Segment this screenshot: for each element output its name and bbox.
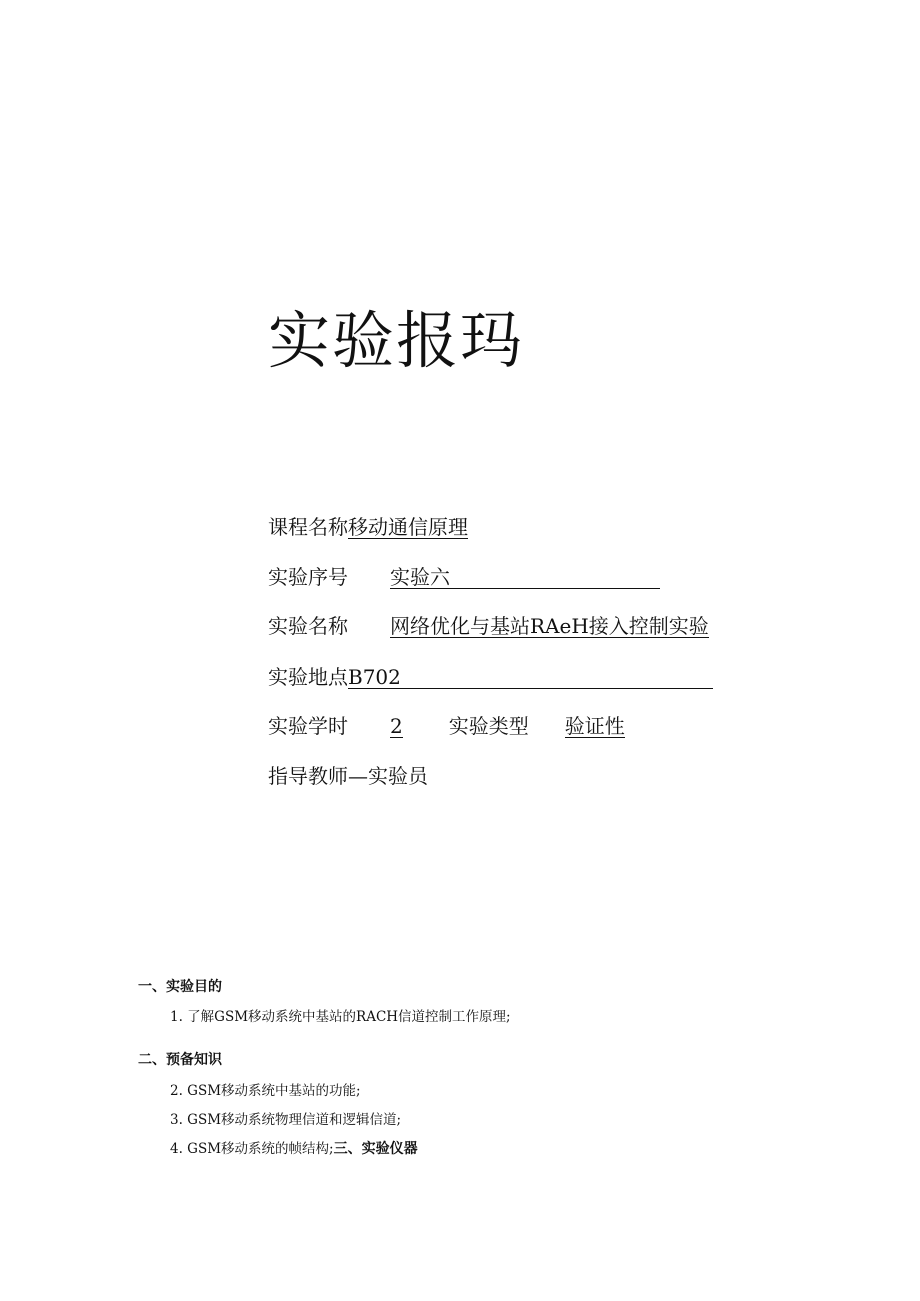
hours-label: 实验学时 [268,714,348,738]
section-1-item-1: 1. 了解GSM移动系统中基站的RACH信道控制工作原理; [170,1009,511,1025]
section-1-title: 一、实验目的 [138,979,222,995]
section-2-item-4-row [170,1137,418,1158]
place-value: B702 [348,666,713,689]
teacher-row: 指导教师—实验员 [268,764,428,788]
name-row [268,614,709,638]
report-title: 实验报玛 [268,304,525,377]
type-label: 实验类型 [448,714,529,738]
name-value: 网络优化与基站RAeH接入控制实验 [390,614,709,638]
place-row [268,665,713,689]
name-label: 实验名称 [268,614,348,638]
section-3-title: 三、实验仪器 [333,1141,418,1157]
seq-label: 实验序号 [268,565,348,589]
course-value: 移动通信原理 [348,515,468,539]
seq-value: 实验六 [390,566,660,589]
seq-row [268,565,660,589]
section-2-title: 二、预备知识 [138,1052,222,1068]
course-row [268,515,468,539]
hours-value: 2 [390,714,403,738]
section-2-item-4: 4. GSM移动系统的帧结构; [170,1141,334,1157]
course-label: 课程名称 [268,515,348,539]
place-label: 实验地点 [268,665,348,689]
section-2-item-2: 2. GSM移动系统中基站的功能; [170,1083,361,1099]
hours-row [268,714,625,738]
section-2-item-3: 3. GSM移动系统物理信道和逻辑信道; [170,1112,402,1128]
type-value: 验证性 [564,714,625,738]
